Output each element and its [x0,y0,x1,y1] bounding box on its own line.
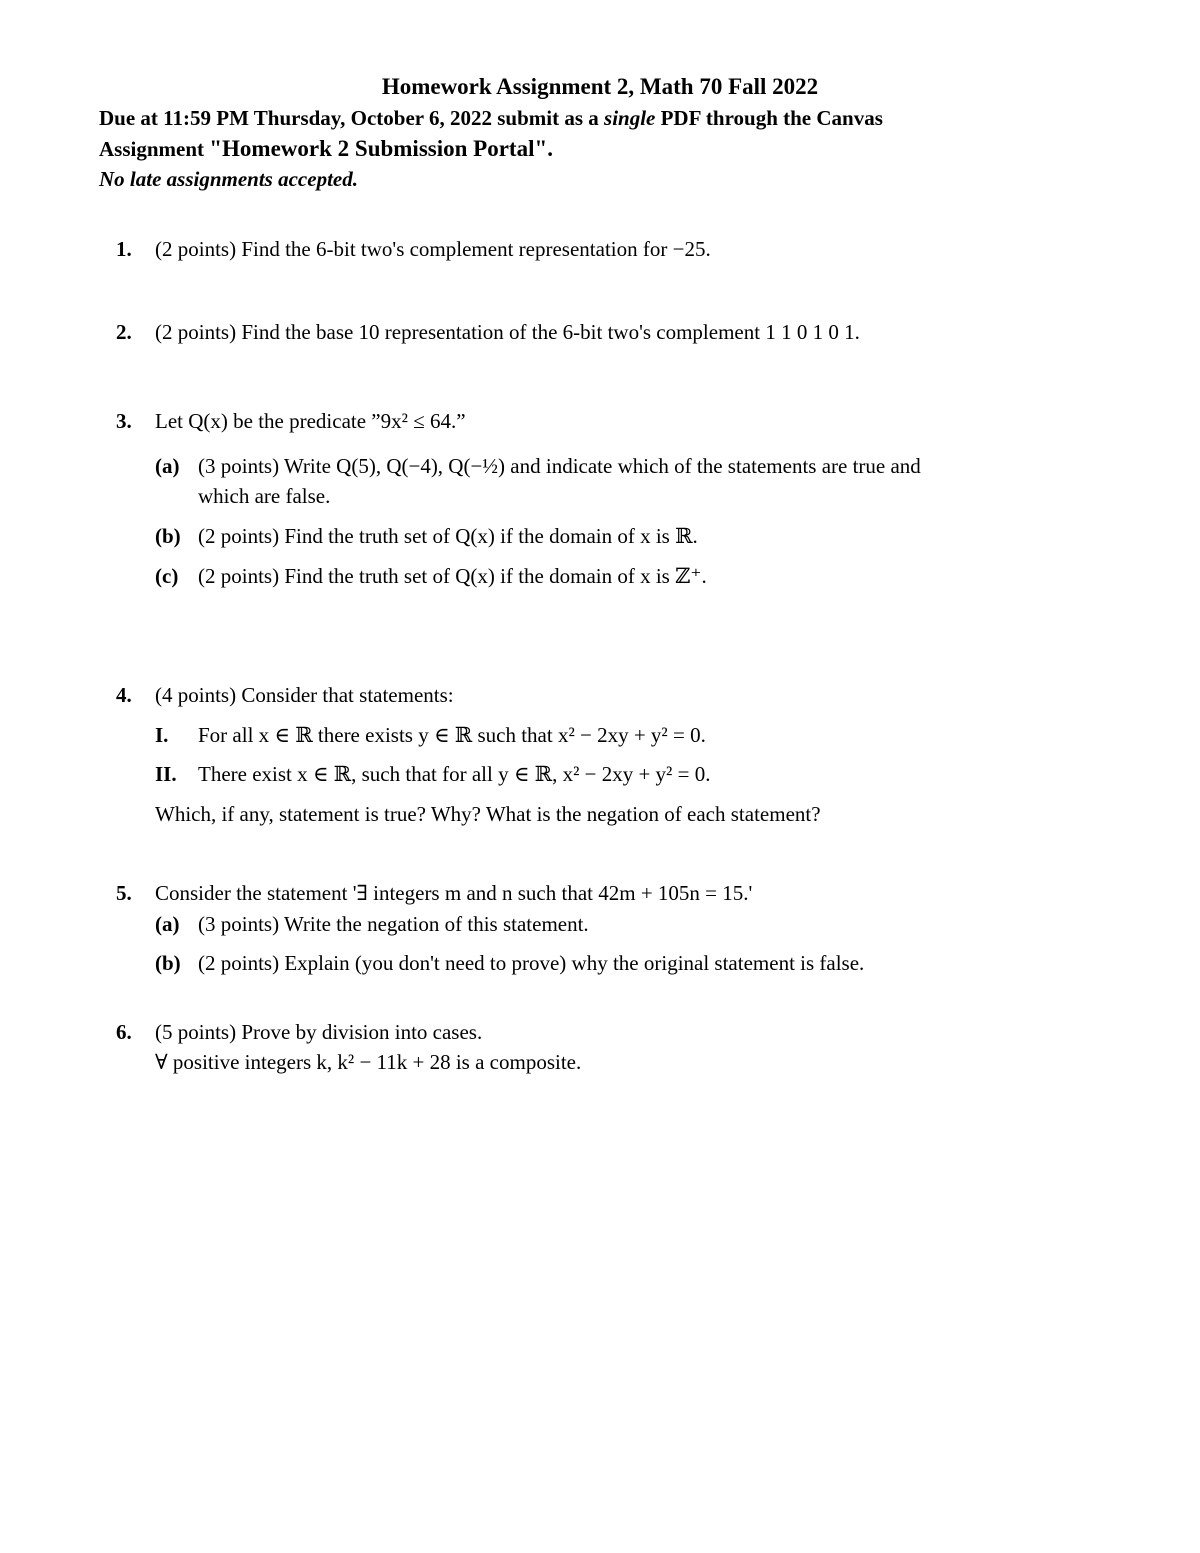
problem-6-cont: ∀ positive integers k, k² − 11k + 28 is a composite. [155,1050,582,1074]
due-text-2: PDF through the Canvas [655,106,883,130]
problem-3-number: 3. [116,409,132,433]
problem-1-number: 1. [116,237,132,261]
problem-2-number: 2. [116,320,132,344]
assignment-title: Homework Assignment 2, Math 70 Fall 2022 [381,74,819,99]
problem-4-followup: Which, if any, statement is true? Why? What is the negation of each statement? [155,802,821,826]
problem-3a-label: (a) [155,454,180,478]
problem-5b-label: (b) [155,951,181,975]
problem-4-number: 4. [116,683,132,707]
problem-2-text: (2 points) Find the base 10 representation of the 6-bit two's complement 1 1 0 1 0 1. [155,320,860,344]
problem-5-number: 5. [116,881,132,905]
problem-3a-text: (3 points) Write Q(5), Q(−4), Q(−½) and indicate which of the statements are true and [198,454,921,478]
problem-4-ii-label: II. [155,762,177,786]
problem-4-i-text: For all x ∈ ℝ there exists y ∈ ℝ such that x² − 2xy + y² = 0. [198,723,706,747]
problem-4-ii-text: There exist x ∈ ℝ, such that for all y ∈ ℝ, x² − 2xy + y² = 0. [198,762,711,786]
problem-3b-label: (b) [155,524,181,548]
due-text-1: Due at 11:59 PM Thursday, October 6, 2022 submit as a [99,106,605,130]
problem-1-text: (2 points) Find the 6-bit two's complement representation for −25. [155,237,711,261]
problem-6-text: (5 points) Prove by division into cases. [155,1020,483,1044]
problem-4-i-label: I. [155,723,169,747]
problem-5a-text: (3 points) Write the negation of this statement. [198,912,589,936]
assignment-prefix: Assignment [99,137,210,161]
due-single: single [604,106,656,130]
problem-5-text: Consider the statement '∃ integers m and n such that 42m + 105n = 15.' [155,881,753,905]
problem-3c-label: (c) [155,564,179,588]
problem-3-text: Let Q(x) be the predicate ”9x² ≤ 64.” [155,409,466,433]
no-late-notice: No late assignments accepted. [99,167,358,191]
problem-5b-text: (2 points) Explain (you don't need to prove) why the original statement is false. [198,951,865,975]
assignment-name: "Homework 2 Submission Portal". [209,136,553,161]
problem-6-number: 6. [116,1020,132,1044]
problem-3b-text: (2 points) Find the truth set of Q(x) if the domain of x is ℝ. [198,524,698,548]
due-line [99,106,883,131]
problem-4-text: (4 points) Consider that statements: [155,683,454,707]
problem-3c-text: (2 points) Find the truth set of Q(x) if the domain of x is ℤ⁺. [198,564,707,588]
problem-5a-label: (a) [155,912,180,936]
assignment-line [99,136,553,162]
problem-3a-cont: which are false. [198,484,331,508]
